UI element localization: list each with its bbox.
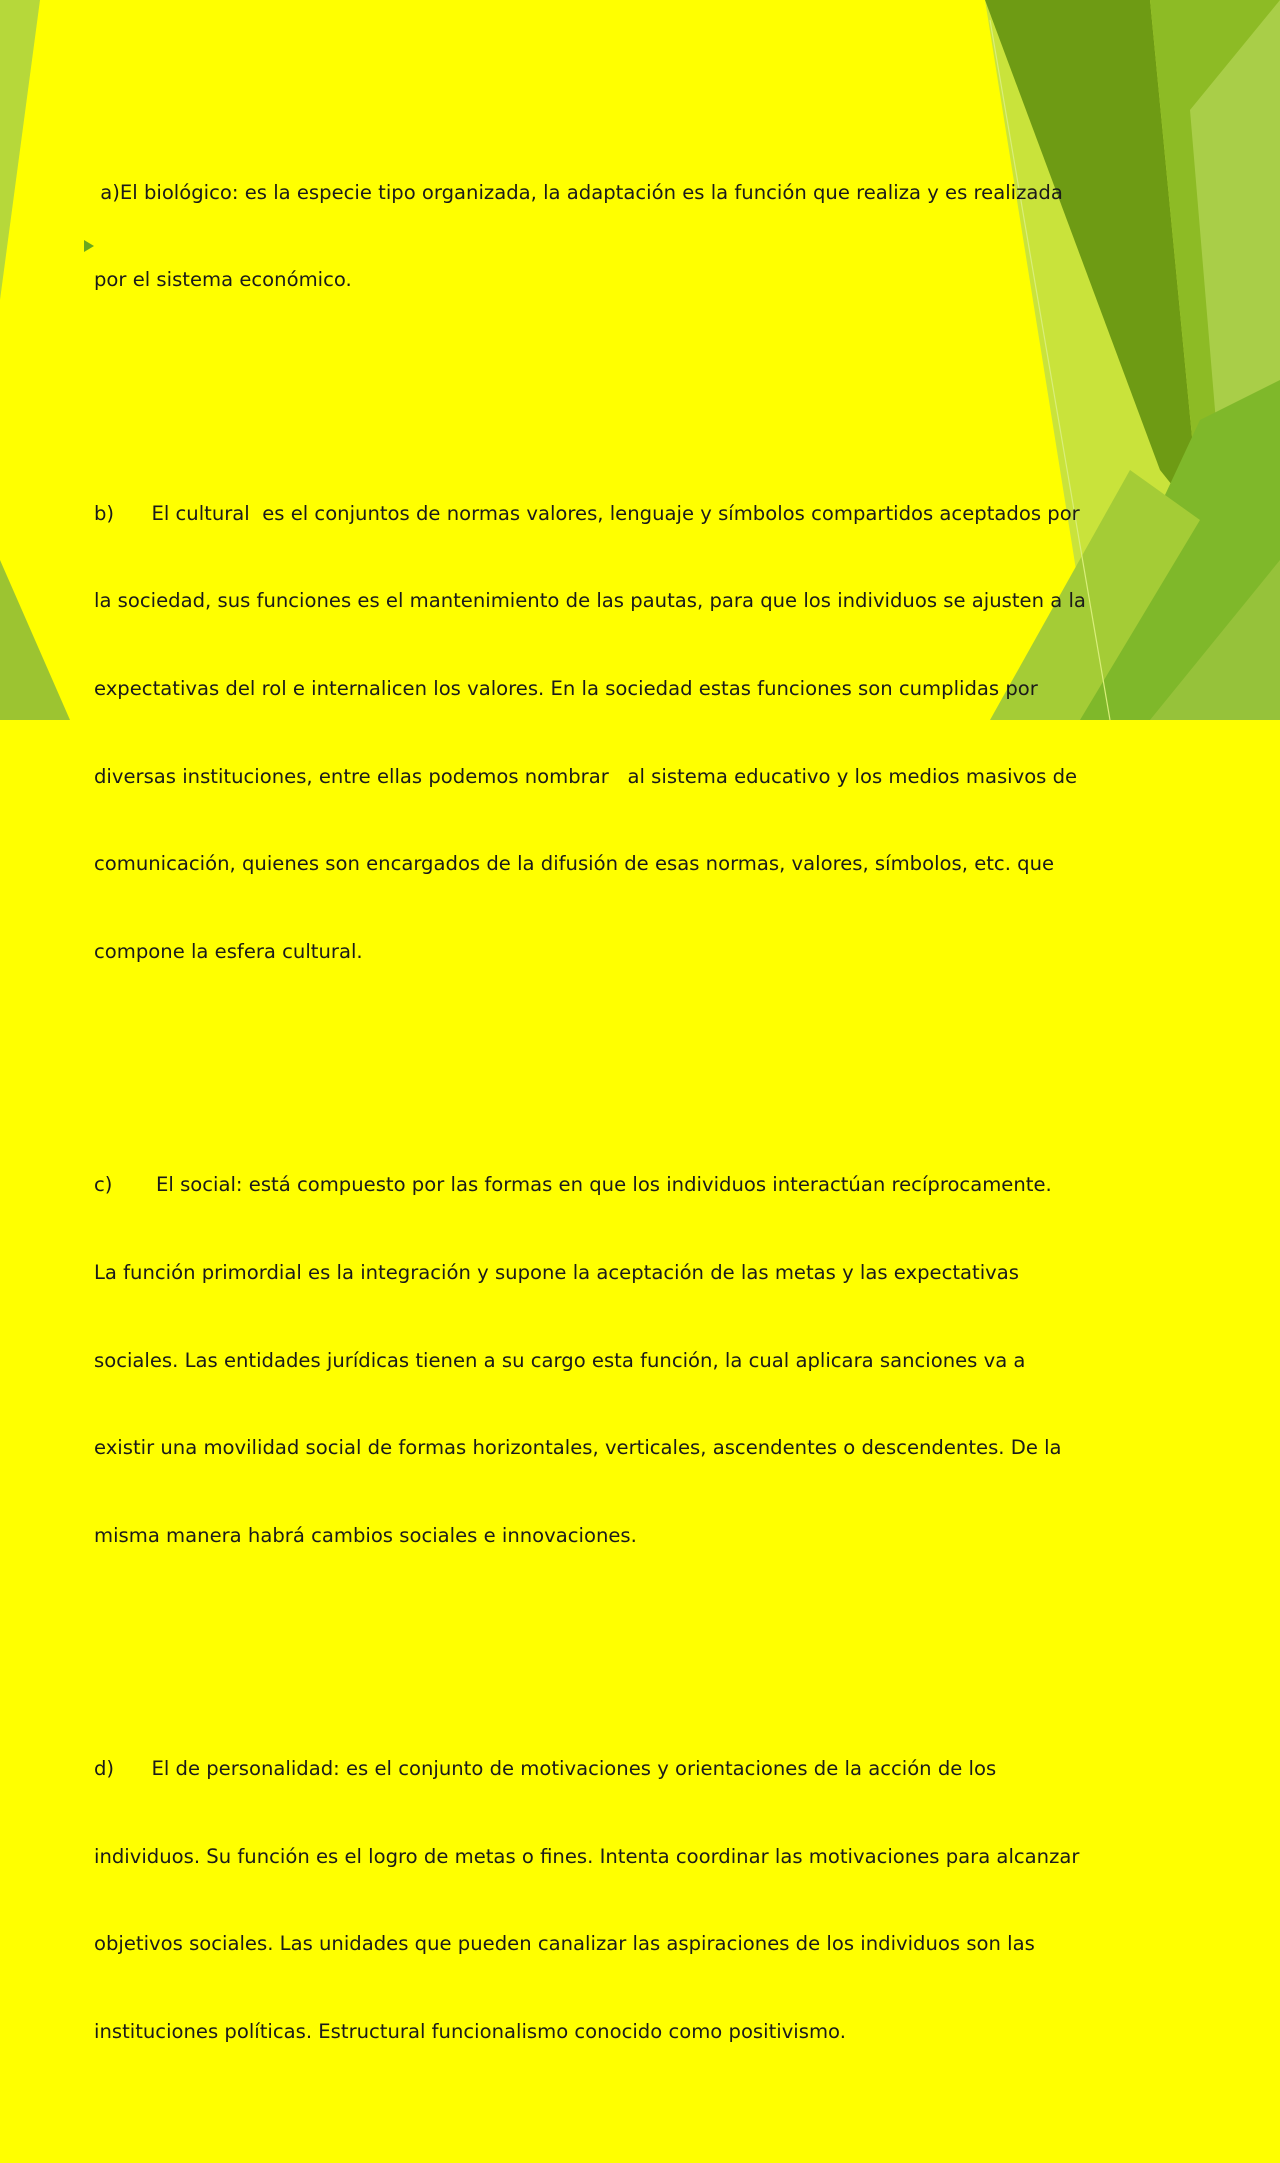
text-line: misma manera habrá cambios sociales e innovaciones. [94, 1523, 637, 1547]
text-line: a)El biológico: es la especie tipo organizada, la adaptación es la función que realiza y es realizada [94, 180, 1063, 204]
text-line: d) El de personalidad: es el conjunto de motivaciones y orientaciones de la acción de los [94, 1757, 997, 1781]
text-line: expectativas del rol e internalicen los valores. En la sociedad estas funciones son cumplidas por [94, 677, 1038, 701]
text-line: objetivos sociales. Las unidades que pueden canalizar las aspiraciones de los individuos son las [94, 1932, 1035, 1956]
text-line: sociales. Las entidades jurídicas tienen a su cargo esta función, la cual aplicara sanciones va a [94, 1348, 1026, 1372]
text-line: c) El social: está compuesto por las formas en que los individuos interactúan recíprocamente. [94, 1173, 1052, 1197]
left-accent-shape-2 [0, 560, 70, 720]
text-line: instituciones políticas. Estructural funcionalismo conocido como positivismo. [94, 2020, 846, 2043]
text-line: compone la esfera cultural. [94, 939, 363, 963]
text-line: individuos. Su función es el logro de metas o fines. Intenta coordinar las motivaciones para alcanzar [94, 1844, 1080, 1868]
text-line: la sociedad, sus funciones es el mantenimiento de las pautas, para que los individuos se ajusten a la [94, 589, 1086, 613]
text-line: existir una movilidad social de formas horizontales, verticales, ascendentes o descendentes. De la [94, 1436, 1062, 1460]
left-accent-shape [0, 0, 40, 300]
paragraph-a [94, 119, 1184, 353]
paragraph-d [94, 1696, 1184, 2105]
paragraph-b [94, 440, 1184, 1024]
text-line: comunicación, quienes son encargados de la difusión de esas normas, valores, símbolos, etc. que [94, 852, 1055, 876]
text-line: diversas instituciones, entre ellas podemos nombrar al sistema educativo y los medios masivos de [94, 764, 1078, 788]
text-line: por el sistema económico. [94, 268, 352, 292]
slide-body-text [94, 61, 1184, 2163]
triangle-right-icon [84, 240, 94, 252]
paragraph-c [94, 1112, 1184, 1608]
text-line: La función primordial es la integración y supone la aceptación de las metas y las expectativas [94, 1260, 1019, 1284]
text-line: b) El cultural es el conjuntos de normas valores, lenguaje y símbolos compartidos aceptados por [94, 501, 1080, 525]
